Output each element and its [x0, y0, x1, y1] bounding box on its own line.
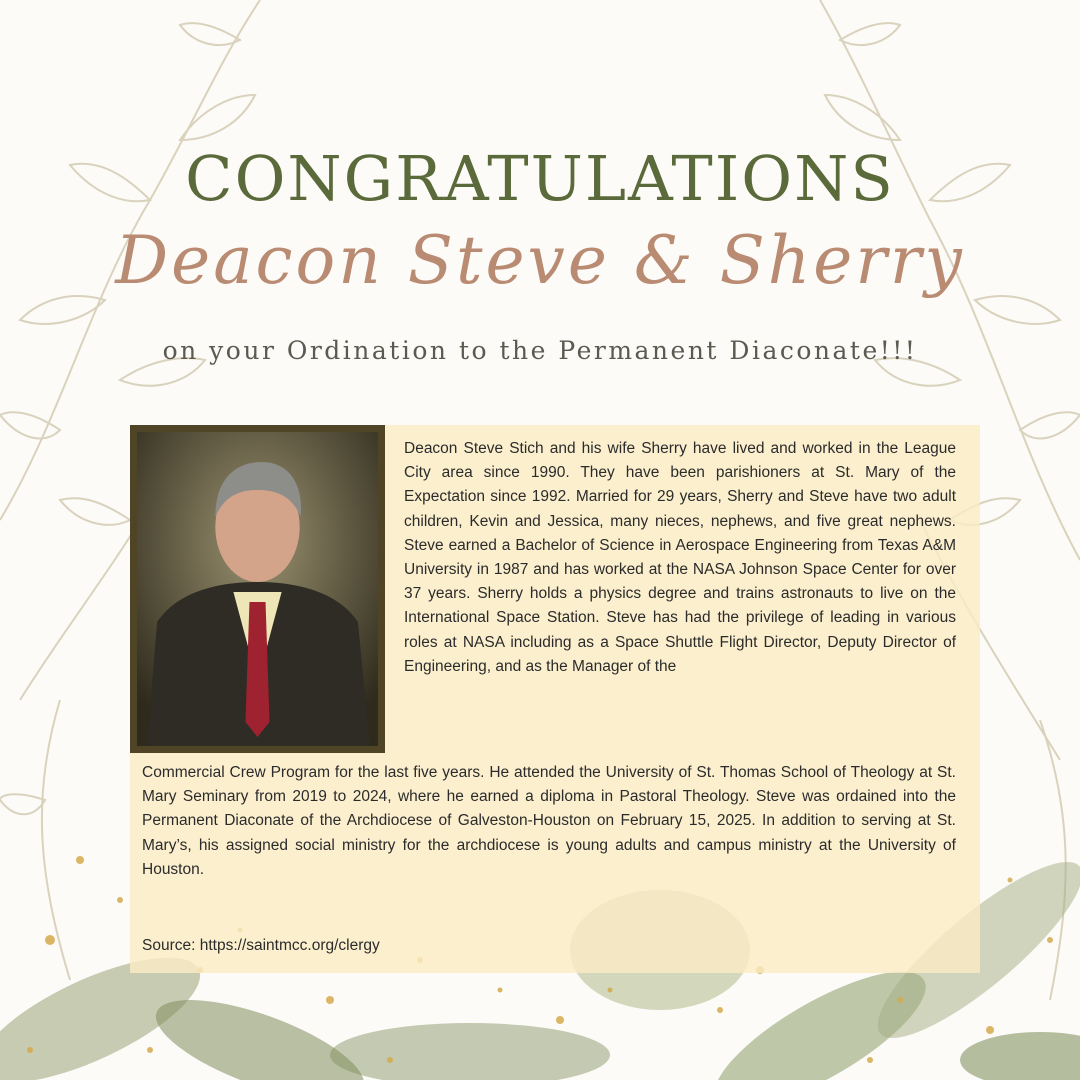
bio-text-part-1: Deacon Steve Stich and his wife Sherry have lived and worked in the League City area since 1990. They have been parishioners at St. Mary of the Expectation since 1992. Married for 29 years, Sherry and Steve have two adult children, Kevin and Jessica, many nieces, nephews, and five great nephews. Steve earned a Bachelor of Science in Aerospace Engineering from Texas A&M University in 1987 and has worked at the NASA Johnson Space Center for over 37 years. Sherry holds a physics degree and trains astronauts to live on the International Space Station. Steve has had the privilege of leading in various roles at NASA including as a Space Shuttle Flight Director, Deputy Director of Engineering, and as the Manager of the	[404, 440, 956, 675]
bio-text-part-2: Commercial Crew Program for the last five years. He attended the University of St. Thomas School of Theology at St. Mary Seminary from 2019 to 2024, where he earned a diploma in Pastoral Theology. Steve was ordained into the Permanent Diaconate of the Archdiocese of Galveston-Houston on February 15, 2025. In addition to serving at St. Mary’s, his assigned social ministry for the archdiocese is young adults and campus ministry at the University of Houston.	[142, 764, 956, 878]
portrait-photo	[137, 432, 378, 746]
portrait-frame	[130, 425, 385, 753]
honoree-names: Deacon Steve & Sherry	[115, 222, 965, 299]
page-title: CONGRATULATIONS	[185, 142, 895, 215]
source-citation: Source: https://saintmcc.org/clergy	[142, 937, 380, 954]
subtitle: on your Ordination to the Permanent Diaconate!!!	[162, 336, 918, 365]
